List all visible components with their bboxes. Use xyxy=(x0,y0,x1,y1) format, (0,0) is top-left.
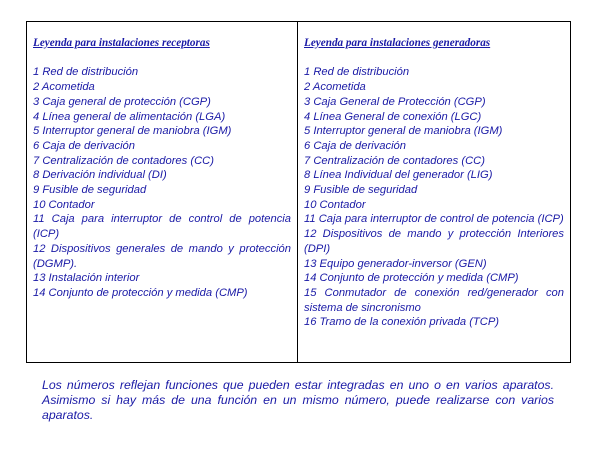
list-item: 15 Conmutador de conexión red/generador con sistema de sincronismo xyxy=(304,286,564,314)
list-item: 10 Contador xyxy=(304,198,366,211)
list-item: 2 Acometida xyxy=(33,81,95,94)
list-item: 16 Tramo de la conexión privada (TCP) xyxy=(304,316,500,329)
list-item: 3 Caja general de protección (CGP) xyxy=(33,95,211,108)
list-item: 14 Conjunto de protección y medida (CMP) xyxy=(304,272,519,285)
list-item: 10 Contador xyxy=(33,198,95,211)
receptoras-column xyxy=(27,22,298,362)
list-item: 5 Interruptor general de maniobra (IGM) xyxy=(304,125,503,138)
list-item: 8 Línea Individual del generador (LIG) xyxy=(304,169,493,182)
list-item: 2 Acometida xyxy=(304,81,366,94)
generadoras-title: Leyenda para instalaciones generadoras xyxy=(304,37,491,49)
list-item: 9 Fusible de seguridad xyxy=(33,184,147,197)
list-item: 4 Línea general de alimentación (LGA) xyxy=(33,110,226,123)
list-item: 5 Interruptor general de maniobra (IGM) xyxy=(33,125,232,138)
list-item: 12 Dispositivos generales de mando y protección (DGMP). xyxy=(33,242,291,270)
list-item: 13 Equipo generador-inversor (GEN) xyxy=(304,257,487,270)
list-item: 7 Centralización de contadores (CC) xyxy=(33,154,214,167)
footnote: Los números reflejan funciones que pueden estar integradas en uno o en varios aparatos. Asimismo si hay más de una función en un mismo número, puede realizarse con varios aparatos. xyxy=(42,378,554,423)
receptoras-title: Leyenda para instalaciones receptoras xyxy=(33,37,210,49)
list-item: 11 Caja para interruptor de control de potencia (ICP) xyxy=(304,213,564,226)
list-item: 6 Caja de derivación xyxy=(304,139,406,152)
list-item: 12 Dispositivos de mando y protección Interiores (DPI) xyxy=(304,228,564,255)
list-item: 11 Caja para interruptor de control de potencia (ICP) xyxy=(33,213,291,241)
legend-table xyxy=(26,21,571,363)
list-item: 1 Red de distribución xyxy=(304,66,410,79)
list-item: 7 Centralización de contadores (CC) xyxy=(304,154,485,167)
generadoras-column xyxy=(298,22,570,362)
list-item: 1 Red de distribución xyxy=(33,66,139,79)
generadoras-list xyxy=(304,65,564,330)
list-item: 4 Línea General de conexión (LGC) xyxy=(304,110,482,123)
list-item: 6 Caja de derivación xyxy=(33,139,135,152)
list-item: 14 Conjunto de protección y medida (CMP) xyxy=(33,286,248,299)
list-item: 13 Instalación interior xyxy=(33,272,140,285)
list-item: 3 Caja General de Protección (CGP) xyxy=(304,95,486,108)
receptoras-list xyxy=(33,65,291,300)
list-item: 8 Derivación individual (DI) xyxy=(33,169,167,182)
list-item: 9 Fusible de seguridad xyxy=(304,184,418,197)
